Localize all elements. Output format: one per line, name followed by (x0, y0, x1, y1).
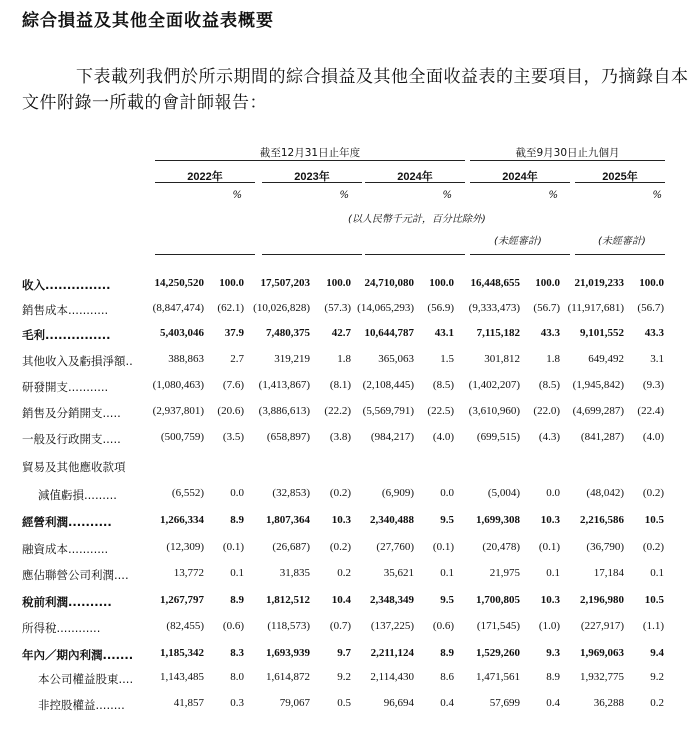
percent-cell: 9.2 (650, 671, 664, 683)
percent-cell: 1.8 (546, 353, 560, 365)
amount-cell: 1,699,308 (476, 514, 520, 526)
group-rule-nine-months (470, 160, 665, 161)
percent-cell: 0.0 (440, 487, 454, 499)
percent-cell: 0.2 (650, 697, 664, 709)
group-header-year: 截至12月31日止年度 (259, 147, 361, 159)
amount-cell: (841,287) (580, 431, 624, 443)
percent-cell: 9.2 (337, 671, 351, 683)
amount-cell: (658,897) (266, 431, 310, 443)
percent-cell: 9.4 (650, 647, 664, 659)
amount-cell: 7,480,375 (266, 327, 310, 339)
percent-cell: 100.0 (429, 277, 454, 289)
percent-cell: (0.7) (329, 620, 351, 632)
year-header: 2024年 (397, 171, 433, 183)
percent-cell: 0.1 (546, 567, 560, 579)
unaudited-note: (未經審計) (494, 236, 542, 247)
header-bottom-rule (470, 254, 570, 255)
amount-cell: 1,932,775 (580, 671, 624, 683)
percent-cell: (0.2) (329, 487, 351, 499)
row-label: 應佔聯營公司利潤.... (22, 568, 129, 582)
percent-cell: 10.3 (540, 514, 560, 526)
row-label: 毛利............... (22, 328, 111, 342)
percent-cell: (0.2) (642, 541, 664, 553)
amount-cell: (27,760) (376, 541, 414, 553)
percent-cell: (20.6) (217, 405, 244, 417)
amount-cell: 17,184 (593, 567, 624, 579)
amount-cell: 13,772 (173, 567, 204, 579)
percent-cell: 8.6 (440, 671, 454, 683)
amount-cell: (8,847,474) (152, 302, 204, 314)
year-rule (470, 182, 570, 183)
percent-cell: 43.3 (644, 327, 664, 339)
amount-cell: 35,621 (383, 567, 414, 579)
unaudited-note: (未經審計) (598, 236, 646, 247)
row-label: 其他收入及虧損淨額.. (22, 354, 133, 368)
amount-cell: (32,853) (272, 487, 310, 499)
row-label: 融資成本........... (22, 542, 109, 556)
percent-cell: 8.9 (546, 671, 560, 683)
amount-cell: 1,969,063 (580, 647, 624, 659)
percent-cell: 8.9 (230, 514, 244, 526)
amount-cell: (14,065,293) (357, 302, 414, 314)
percent-cell: (0.1) (222, 541, 244, 553)
percent-cell: (56.9) (427, 302, 454, 314)
amount-cell: 57,699 (489, 697, 520, 709)
amount-cell: 1,266,334 (160, 514, 204, 526)
percent-cell: 0.4 (546, 697, 560, 709)
amount-cell: 16,448,655 (470, 277, 520, 289)
row-label: 本公司權益股東.... (38, 672, 134, 686)
amount-cell: 1,471,561 (476, 671, 520, 683)
amount-cell: 2,196,980 (580, 594, 624, 606)
amount-cell: (26,687) (272, 541, 310, 553)
amount-cell: (2,108,445) (362, 379, 414, 391)
amount-cell: 1,267,797 (160, 594, 204, 606)
amount-cell: 1,529,260 (476, 647, 520, 659)
amount-cell: 21,019,233 (574, 277, 624, 289)
amount-cell: 2,114,430 (370, 671, 414, 683)
table-row (0, 277, 700, 297)
amount-cell: 1,812,512 (266, 594, 310, 606)
amount-cell: 7,115,182 (476, 327, 520, 339)
amount-cell: (500,759) (160, 431, 204, 443)
percent-cell: 2.7 (230, 353, 244, 365)
percent-cell: 1.8 (337, 353, 351, 365)
amount-cell: (227,917) (580, 620, 624, 632)
percent-cell: 8.0 (230, 671, 244, 683)
percent-cell: (0.6) (432, 620, 454, 632)
amount-cell: 5,403,046 (160, 327, 204, 339)
header-bottom-rule (575, 254, 665, 255)
percent-cell: 100.0 (219, 277, 244, 289)
amount-cell: (11,917,681) (567, 302, 624, 314)
amount-cell: 1,185,342 (160, 647, 204, 659)
table-row (0, 353, 700, 373)
amount-cell: (6,552) (171, 487, 204, 499)
percent-cell: 9.5 (440, 594, 454, 606)
percent-cell: (0.6) (222, 620, 244, 632)
table-row (0, 302, 700, 322)
percent-cell: (56.7) (533, 302, 560, 314)
amount-cell: (6,909) (381, 487, 414, 499)
row-label: 稅前利潤.......... (22, 595, 112, 609)
percent-cell: 10.4 (331, 594, 351, 606)
table-row (0, 647, 700, 667)
table-row (0, 697, 700, 717)
amount-cell: 365,063 (378, 353, 414, 365)
percent-cell: 100.0 (639, 277, 664, 289)
amount-cell: (699,515) (476, 431, 520, 443)
percent-cell: (3.8) (329, 431, 351, 443)
percent-cell: 0.5 (337, 697, 351, 709)
percent-cell: (8.5) (538, 379, 560, 391)
percent-cell: (0.1) (538, 541, 560, 553)
percent-cell: 9.7 (337, 647, 351, 659)
percent-cell: 0.3 (230, 697, 244, 709)
percent-cell: 1.5 (440, 353, 454, 365)
amount-cell: 24,710,080 (364, 277, 414, 289)
year-header: 2025年 (602, 171, 638, 183)
percent-cell: 43.3 (540, 327, 560, 339)
intro-line-2: 文件附錄一所載的會計師報告： (22, 93, 267, 113)
percent-header: % (442, 190, 452, 201)
section-heading: 綜合損益及其他全面收益表概要 (22, 11, 274, 31)
year-rule (262, 182, 362, 183)
percent-cell: 0.2 (337, 567, 351, 579)
percent-cell: 100.0 (535, 277, 560, 289)
amount-cell: 1,700,805 (476, 594, 520, 606)
row-label: 一般及行政開支..... (22, 432, 121, 446)
amount-cell: (118,573) (267, 620, 310, 632)
percent-cell: (0.2) (329, 541, 351, 553)
row-label: 年內／期內利潤....... (22, 648, 134, 662)
amount-cell: 2,348,349 (370, 594, 414, 606)
amount-cell: (5,004) (487, 487, 520, 499)
amount-cell: 2,216,586 (580, 514, 624, 526)
header-bottom-rule (365, 254, 465, 255)
year-rule (365, 182, 465, 183)
table-row (0, 327, 700, 347)
amount-cell: (36,790) (586, 541, 624, 553)
percent-cell: 8.3 (230, 647, 244, 659)
amount-cell: (5,569,791) (362, 405, 414, 417)
percent-cell: (22.5) (427, 405, 454, 417)
row-label: 貿易及其他應收款項 (22, 460, 126, 474)
row-label: 非控股權益........ (38, 698, 125, 712)
percent-header: % (232, 190, 242, 201)
amount-cell: 1,807,364 (266, 514, 310, 526)
amount-cell: 1,143,485 (160, 671, 204, 683)
table-row (0, 514, 700, 534)
row-label: 經營利潤.......... (22, 515, 112, 529)
percent-cell: (3.5) (222, 431, 244, 443)
amount-cell: 2,211,124 (370, 647, 414, 659)
percent-cell: 0.1 (650, 567, 664, 579)
table-row (0, 379, 700, 399)
amount-cell: (2,937,801) (152, 405, 204, 417)
group-header-nine-months: 截至9月30日止九個月 (515, 147, 620, 159)
group-rule-year (155, 160, 465, 161)
amount-cell: (1,413,867) (258, 379, 310, 391)
amount-cell: (1,080,463) (152, 379, 204, 391)
percent-cell: (4.3) (538, 431, 560, 443)
row-label: 減值虧損......... (38, 488, 117, 502)
percent-cell: (22.2) (324, 405, 351, 417)
amount-cell: 2,340,488 (370, 514, 414, 526)
year-header: 2023年 (294, 171, 330, 183)
table-row (0, 567, 700, 587)
amount-cell: (3,610,960) (468, 405, 520, 417)
amount-cell: 649,492 (588, 353, 624, 365)
percent-cell: 0.1 (230, 567, 244, 579)
percent-cell: 42.7 (331, 327, 351, 339)
percent-cell: 0.1 (440, 567, 454, 579)
amount-cell: (9,333,473) (468, 302, 520, 314)
amount-cell: 96,694 (383, 697, 414, 709)
amount-cell: 14,250,520 (154, 277, 204, 289)
amount-cell: 319,219 (274, 353, 310, 365)
amount-cell: 36,288 (593, 697, 624, 709)
amount-cell: 31,835 (279, 567, 310, 579)
amount-cell: (171,545) (476, 620, 520, 632)
amount-cell: 1,693,939 (266, 647, 310, 659)
intro-line-1: 下表載列我們於所示期間的綜合損益及其他全面收益表的主要項目，乃摘錄自本 (76, 67, 689, 87)
row-label: 銷售及分銷開支..... (22, 406, 121, 420)
currency-note: (以人民幣千元計，百分比除外) (348, 214, 486, 225)
amount-cell: (48,042) (586, 487, 624, 499)
table-row (0, 487, 700, 507)
header-bottom-rule (262, 254, 362, 255)
percent-header: % (548, 190, 558, 201)
row-label: 所得稅............ (22, 621, 101, 635)
percent-cell: 9.5 (440, 514, 454, 526)
table-row (0, 594, 700, 614)
percent-cell: (1.1) (642, 620, 664, 632)
percent-cell: (0.1) (432, 541, 454, 553)
percent-cell: (1.0) (538, 620, 560, 632)
percent-cell: (56.7) (637, 302, 664, 314)
percent-header: % (339, 190, 349, 201)
amount-cell: 17,507,203 (260, 277, 310, 289)
row-label: 收入............... (22, 278, 111, 292)
row-label: 銷售成本........... (22, 303, 109, 317)
year-rule (575, 182, 665, 183)
percent-header: % (652, 190, 662, 201)
percent-cell: (57.3) (324, 302, 351, 314)
table-row (0, 671, 700, 691)
percent-cell: (7.6) (222, 379, 244, 391)
amount-cell: 388,863 (168, 353, 204, 365)
amount-cell: (20,478) (482, 541, 520, 553)
table-row (0, 459, 700, 479)
percent-cell: 10.3 (540, 594, 560, 606)
amount-cell: (3,886,613) (258, 405, 310, 417)
amount-cell: (1,402,207) (468, 379, 520, 391)
amount-cell: 79,067 (279, 697, 310, 709)
percent-cell: (9.3) (642, 379, 664, 391)
amount-cell: 10,644,787 (364, 327, 414, 339)
percent-cell: (4.0) (432, 431, 454, 443)
percent-cell: 0.0 (230, 487, 244, 499)
percent-cell: (0.2) (642, 487, 664, 499)
amount-cell: (12,309) (166, 541, 204, 553)
row-label: 研發開支........... (22, 380, 109, 394)
percent-cell: 9.3 (546, 647, 560, 659)
percent-cell: 10.5 (644, 514, 664, 526)
percent-cell: 0.0 (546, 487, 560, 499)
percent-cell: 100.0 (326, 277, 351, 289)
amount-cell: 9,101,552 (580, 327, 624, 339)
percent-cell: 43.1 (434, 327, 454, 339)
amount-cell: 1,614,872 (266, 671, 310, 683)
percent-cell: (4.0) (642, 431, 664, 443)
percent-cell: 10.3 (331, 514, 351, 526)
percent-cell: 0.4 (440, 697, 454, 709)
percent-cell: 10.5 (644, 594, 664, 606)
table-row (0, 431, 700, 451)
percent-cell: 37.9 (224, 327, 244, 339)
percent-cell: 8.9 (440, 647, 454, 659)
header-bottom-rule (208, 254, 252, 255)
percent-cell: (62.1) (217, 302, 244, 314)
table-row (0, 405, 700, 425)
amount-cell: (4,699,287) (572, 405, 624, 417)
table-row (0, 620, 700, 640)
percent-cell: (8.5) (432, 379, 454, 391)
percent-cell: (8.1) (329, 379, 351, 391)
amount-cell: 41,857 (173, 697, 204, 709)
amount-cell: (82,455) (166, 620, 204, 632)
year-header: 2024年 (502, 171, 538, 183)
percent-cell: 8.9 (230, 594, 244, 606)
amount-cell: (984,217) (370, 431, 414, 443)
amount-cell: (137,225) (370, 620, 414, 632)
table-row (0, 541, 700, 561)
amount-cell: (1,945,842) (572, 379, 624, 391)
percent-cell: 3.1 (650, 353, 664, 365)
amount-cell: 301,812 (484, 353, 520, 365)
percent-cell: (22.0) (533, 405, 560, 417)
year-rule (155, 182, 255, 183)
amount-cell: (10,026,828) (253, 302, 310, 314)
amount-cell: 21,975 (489, 567, 520, 579)
percent-cell: (22.4) (637, 405, 664, 417)
year-header: 2022年 (187, 171, 223, 183)
